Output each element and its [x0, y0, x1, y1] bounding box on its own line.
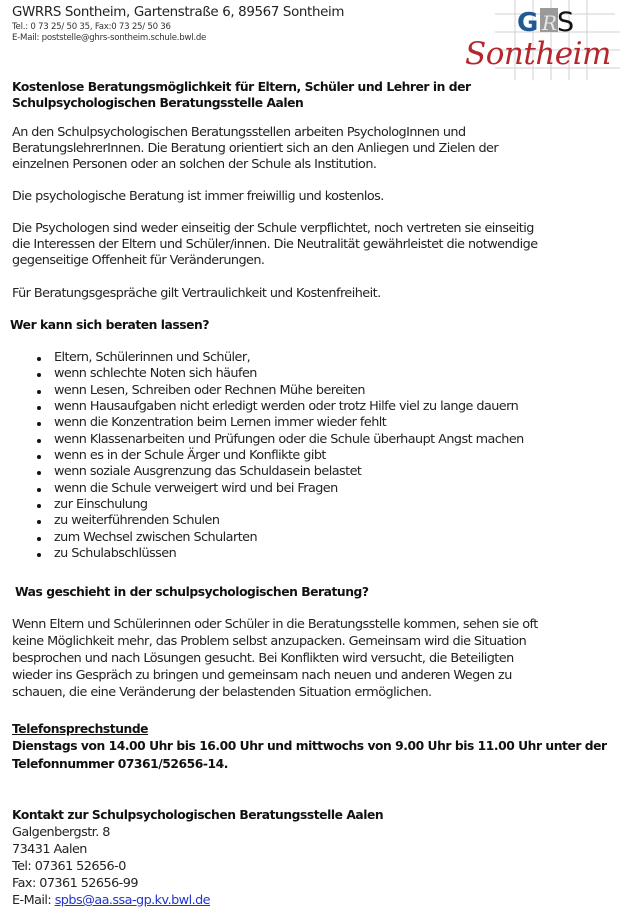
bullet-icon [37, 390, 41, 394]
bullet-icon [37, 504, 41, 508]
svg-text:G: G [517, 8, 539, 38]
page-title-line-2: Schulpsychologischen Beratungsstelle Aalen [12, 96, 304, 110]
bullet-icon [37, 537, 41, 541]
intro-line-1: An den Schulpsychologischen Beratungsstellen arbeiten PsychologInnen und [12, 125, 466, 140]
logo-graphic [455, 0, 630, 80]
svg-text:Sontheim: Sontheim [465, 36, 611, 72]
phone-hours-line-1: Dienstags von 14.00 Uhr bis 16.00 Uhr und mittwochs von 9.00 Uhr bis 11.00 Uhr unter der [12, 739, 607, 753]
confidentiality-paragraph: Für Beratungsgespräche gilt Vertraulichkeit und Kostenfreiheit. [12, 286, 381, 301]
contact-city: 73431 Aalen [12, 842, 87, 857]
contact-email-link[interactable]: spbs@aa.ssa-gp.kv.bwl.de [54, 893, 210, 908]
neutrality-line-2: die Interessen der Eltern und Schüler/innen. Die Neutralität gewährleistet die notwendige [12, 237, 538, 252]
neutrality-line-3: gegenseitige Offenheit für Veränderungen. [12, 253, 265, 268]
contact-tel: Tel: 07361 52656-0 [12, 859, 126, 874]
intro-line-2: BeratungslehrerInnen. Die Beratung orientiert sich an den Anliegen und Zielen der [12, 141, 499, 156]
intro-line-3: einzelnen Personen oder an solchen der Schule als Institution. [12, 157, 377, 172]
bullet-icon [37, 520, 41, 524]
school-email-line: E-Mail: poststelle@ghrs-sontheim.schule.bwl.de [12, 33, 207, 43]
bullet-icon [37, 357, 41, 361]
voluntary-paragraph: Die psychologische Beratung ist immer freiwillig und kostenlos. [12, 189, 384, 204]
contact-email-row [12, 893, 210, 908]
bullet-icon [37, 488, 41, 492]
page-title-line-1: Kostenlose Beratungsmöglichkeit für Eltern, Schüler und Lehrer in der [12, 80, 471, 94]
bullet-icon [37, 455, 41, 459]
what-line-4: wieder ins Gespräch zu bringen und gemeinsam nach neuen und anderen Wegen zu [12, 668, 512, 683]
bullet-icon [37, 373, 41, 377]
bullet-icon [37, 439, 41, 443]
contact-street: Galgenbergstr. 8 [12, 825, 110, 840]
svg-text:R: R [542, 11, 558, 35]
bullet-icon [37, 406, 41, 410]
what-line-2: keine Möglichkeit mehr, das Problem selbst anzupacken. Gemeinsam wird die Situation [12, 634, 527, 649]
bullet-icon [37, 471, 41, 475]
phone-hours-line-2: Telefonnummer 07361/52656-14. [12, 757, 228, 771]
phone-hours-heading: Telefonsprechstunde [12, 722, 149, 736]
contact-email-label: E-Mail: [12, 893, 55, 908]
svg-text:S: S [557, 7, 575, 38]
bullet-icon [37, 553, 41, 557]
contact-heading: Kontakt zur Schulpsychologischen Beratungsstelle Aalen [12, 808, 384, 822]
what-line-1: Wenn Eltern und Schülerinnen oder Schüler in die Beratungsstelle kommen, sehen sie oft [12, 617, 538, 632]
what-heading: Was geschieht in der schulpsychologischen Beratung? [15, 585, 369, 599]
bullet-icon [37, 422, 41, 426]
neutrality-line-1: Die Psychologen sind weder einseitig der Schule verpflichtet, noch vertreten sie einseitig [12, 221, 534, 236]
school-address-line: GWRRS Sontheim, Gartenstraße 6, 89567 Sontheim [12, 5, 345, 20]
what-line-3: besprochen und nach Lösungen gesucht. Bei Konflikten wird versucht, die Beteiligten [12, 651, 514, 666]
what-line-5: schauen, die eine Veränderung der belastenden Situation ermöglichen. [12, 685, 432, 700]
contact-fax: Fax: 07361 52656-99 [12, 876, 138, 891]
who-heading: Wer kann sich beraten lassen? [10, 318, 210, 332]
school-logo [455, 0, 630, 80]
school-phone-fax-line: Tel.: 0 73 25/ 50 35, Fax:0 73 25/ 50 36 [12, 22, 171, 32]
